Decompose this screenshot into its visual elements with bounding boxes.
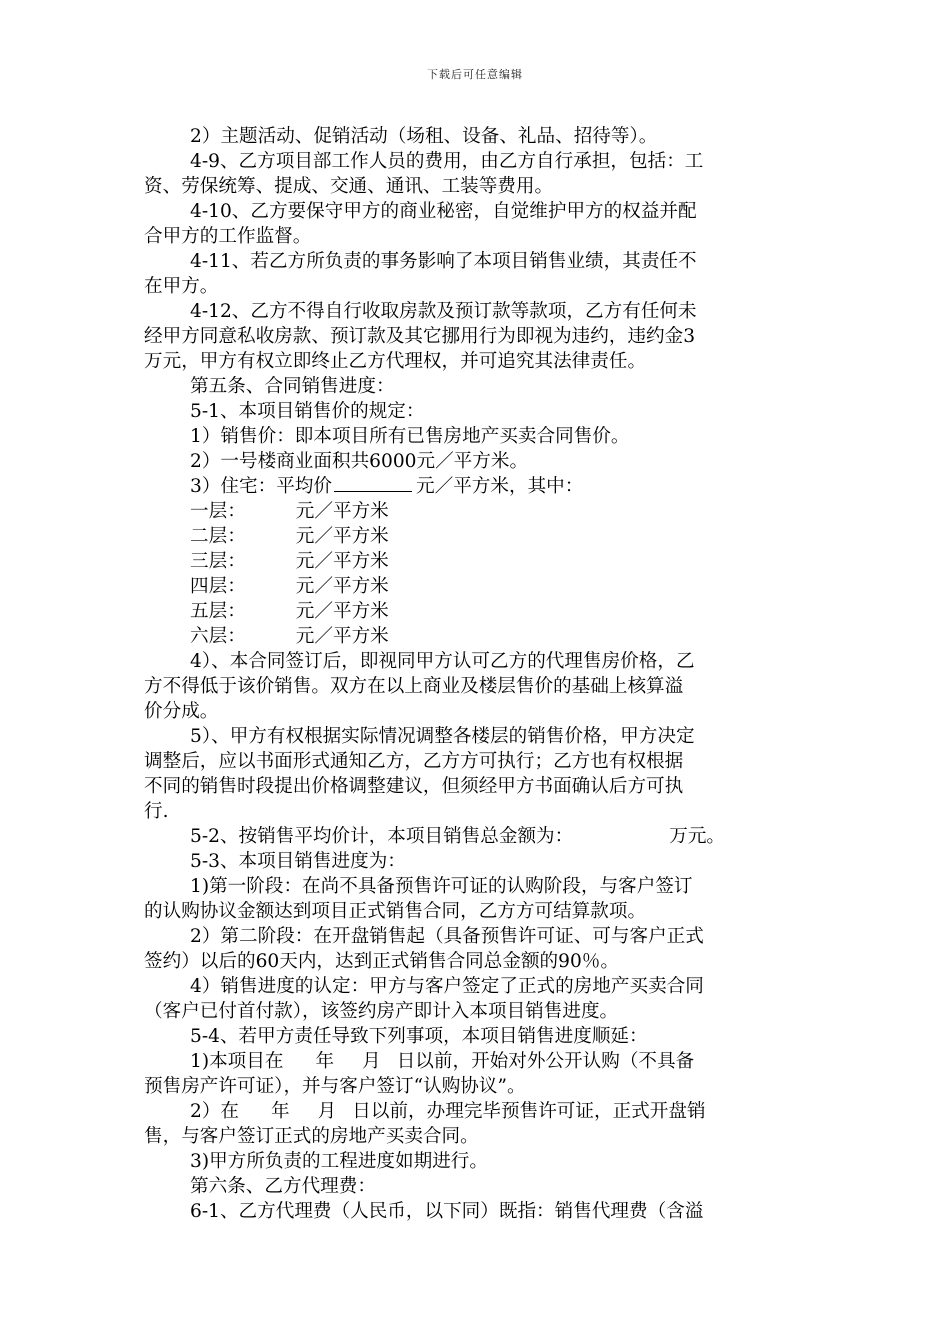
paragraph-line: 2）一号楼商业面积共6000元／平方米。 bbox=[190, 451, 529, 472]
paragraph-line: 在甲方。 bbox=[144, 276, 219, 297]
floor-unit: 元／平方米 bbox=[295, 501, 389, 522]
date-text: 2）在 bbox=[190, 1101, 240, 1122]
floor-label: 三层： bbox=[190, 551, 246, 572]
total-amount-unit: 万元。 bbox=[669, 826, 726, 847]
paragraph-line: 4）销售进度的认定：甲方与客户签定了正式的房地产买卖合同 bbox=[190, 976, 704, 997]
day-text: 日以前，开始对外公开认购（不具备 bbox=[396, 1051, 695, 1072]
floor-unit: 元／平方米 bbox=[295, 526, 389, 547]
month-label: 月 bbox=[317, 1101, 337, 1122]
paragraph-line bbox=[144, 1099, 816, 1124]
paragraph-line: 4-12、乙方不得自行收取房款及预订款等款项，乙方有任何未 bbox=[190, 301, 697, 322]
paragraph-line: 合甲方的工作监督。 bbox=[144, 226, 312, 247]
paragraph-line: 资、劳保统筹、提成、交通、通讯、工装等费用。 bbox=[144, 176, 554, 197]
paragraph-line: 5-4、若甲方责任导致下列事项，本项目销售进度顺延： bbox=[190, 1026, 648, 1047]
paragraph-line: 行. bbox=[144, 801, 169, 822]
paragraph-line: 价分成。 bbox=[144, 701, 219, 722]
page-header: 下载后可任意编辑 bbox=[427, 68, 523, 81]
year-label: 年 bbox=[315, 1051, 335, 1072]
paragraph-line bbox=[144, 824, 816, 849]
floor-label: 五层： bbox=[190, 601, 246, 622]
paragraph-line: 4）、本合同签订后，即视同甲方认可乙方的代理售房价格，乙 bbox=[190, 651, 695, 672]
avg-price-label: 3）住宅：平均价 bbox=[190, 476, 332, 497]
paragraph-line: 5-3、本项目销售进度为： bbox=[190, 851, 406, 872]
floor-label: 四层： bbox=[190, 576, 246, 597]
paragraph-line: 不同的销售时段提出价格调整建议，但须经甲方书面确认后方可执 bbox=[144, 776, 684, 797]
paragraph-line: 4-9、乙方项目部工作人员的费用，由乙方自行承担，包括：工 bbox=[190, 151, 704, 172]
month-label: 月 bbox=[362, 1051, 381, 1072]
section-heading: 第五条、合同销售进度： bbox=[190, 376, 395, 397]
paragraph-line: 2）主题活动、促销活动（场租、设备、礼品、招待等）。 bbox=[190, 126, 658, 147]
paragraph-line: 5）、甲方有权根据实际情况调整各楼层的销售价格，甲方决定 bbox=[190, 726, 695, 747]
paragraph-line: 的认购协议金额达到项目正式销售合同，乙方方可结算款项。 bbox=[144, 901, 647, 922]
paragraph-line: 签约）以后的60天内，达到正式销售合同总金额的90％。 bbox=[144, 951, 619, 972]
avg-price-unit: 元／平方米，其中： bbox=[416, 476, 584, 497]
year-label: 年 bbox=[271, 1101, 290, 1122]
paragraph-line: 调整后，应以书面形式通知乙方，乙方方可执行；乙方也有权根据 bbox=[144, 751, 684, 772]
paragraph-line: 3)甲方所负责的工程进度如期进行。 bbox=[190, 1151, 488, 1172]
total-amount-label: 5-2、按销售平均价计，本项目销售总金额为： bbox=[190, 826, 574, 847]
paragraph-line: 1）销售价：即本项目所有已售房地产买卖合同售价。 bbox=[190, 426, 630, 447]
document-body bbox=[144, 124, 816, 1224]
floor-unit: 元／平方米 bbox=[295, 601, 389, 622]
floor-row bbox=[144, 574, 816, 599]
paragraph-line: 5-1、本项目销售价的规定： bbox=[190, 401, 425, 422]
paragraph-line: 方不得低于该价销售。双方在以上商业及楼层售价的基础上核算溢 bbox=[144, 676, 684, 697]
section-heading: 第六条、乙方代理费： bbox=[190, 1176, 376, 1197]
floor-row bbox=[144, 624, 816, 649]
floor-unit: 元／平方米 bbox=[295, 551, 389, 572]
floor-row bbox=[144, 599, 816, 624]
paragraph-line: （客户已付首付款），该签约房产即计入本项目销售进度。 bbox=[144, 1001, 619, 1022]
day-text: 日以前，办理完毕预售许可证，正式开盘销 bbox=[352, 1101, 706, 1122]
paragraph-line: 经甲方同意私收房款、预订款及其它挪用行为即视为违约，违约金3 bbox=[144, 326, 696, 347]
paragraph-line bbox=[144, 1049, 816, 1074]
paragraph-line: 2）第二阶段：在开盘销售起（具备预售许可证、可与客户正式 bbox=[190, 926, 704, 947]
paragraph-line bbox=[144, 474, 816, 499]
date-text: 1)本项目在 bbox=[190, 1051, 284, 1072]
floor-unit: 元／平方米 bbox=[295, 576, 389, 597]
floor-row bbox=[144, 499, 816, 524]
paragraph-line: 售，与客户签订正式的房地产买卖合同。 bbox=[144, 1126, 479, 1147]
paragraph-line: 预售房产许可证），并与客户签订“认购协议”。 bbox=[144, 1076, 526, 1097]
floor-unit: 元／平方米 bbox=[295, 626, 389, 647]
floor-label: 六层： bbox=[190, 626, 246, 647]
floor-row bbox=[144, 524, 816, 549]
floor-label: 二层： bbox=[190, 526, 246, 547]
avg-price-blank bbox=[334, 474, 412, 492]
floor-row bbox=[144, 549, 816, 574]
paragraph-line: 4-10、乙方要保守甲方的商业秘密，自觉维护甲方的权益并配 bbox=[190, 201, 697, 222]
paragraph-line: 6-1、乙方代理费（人民币，以下同）既指：销售代理费（含溢 bbox=[190, 1201, 704, 1222]
paragraph-line: 万元，甲方有权立即终止乙方代理权，并可追究其法律责任。 bbox=[144, 351, 647, 372]
paragraph-line: 1)第一阶段：在尚不具备预售许可证的认购阶段，与客户签订 bbox=[190, 876, 693, 897]
floor-label: 一层： bbox=[190, 501, 246, 522]
paragraph-line: 4-11、若乙方所负责的事务影响了本项目销售业绩，其责任不 bbox=[190, 251, 697, 272]
